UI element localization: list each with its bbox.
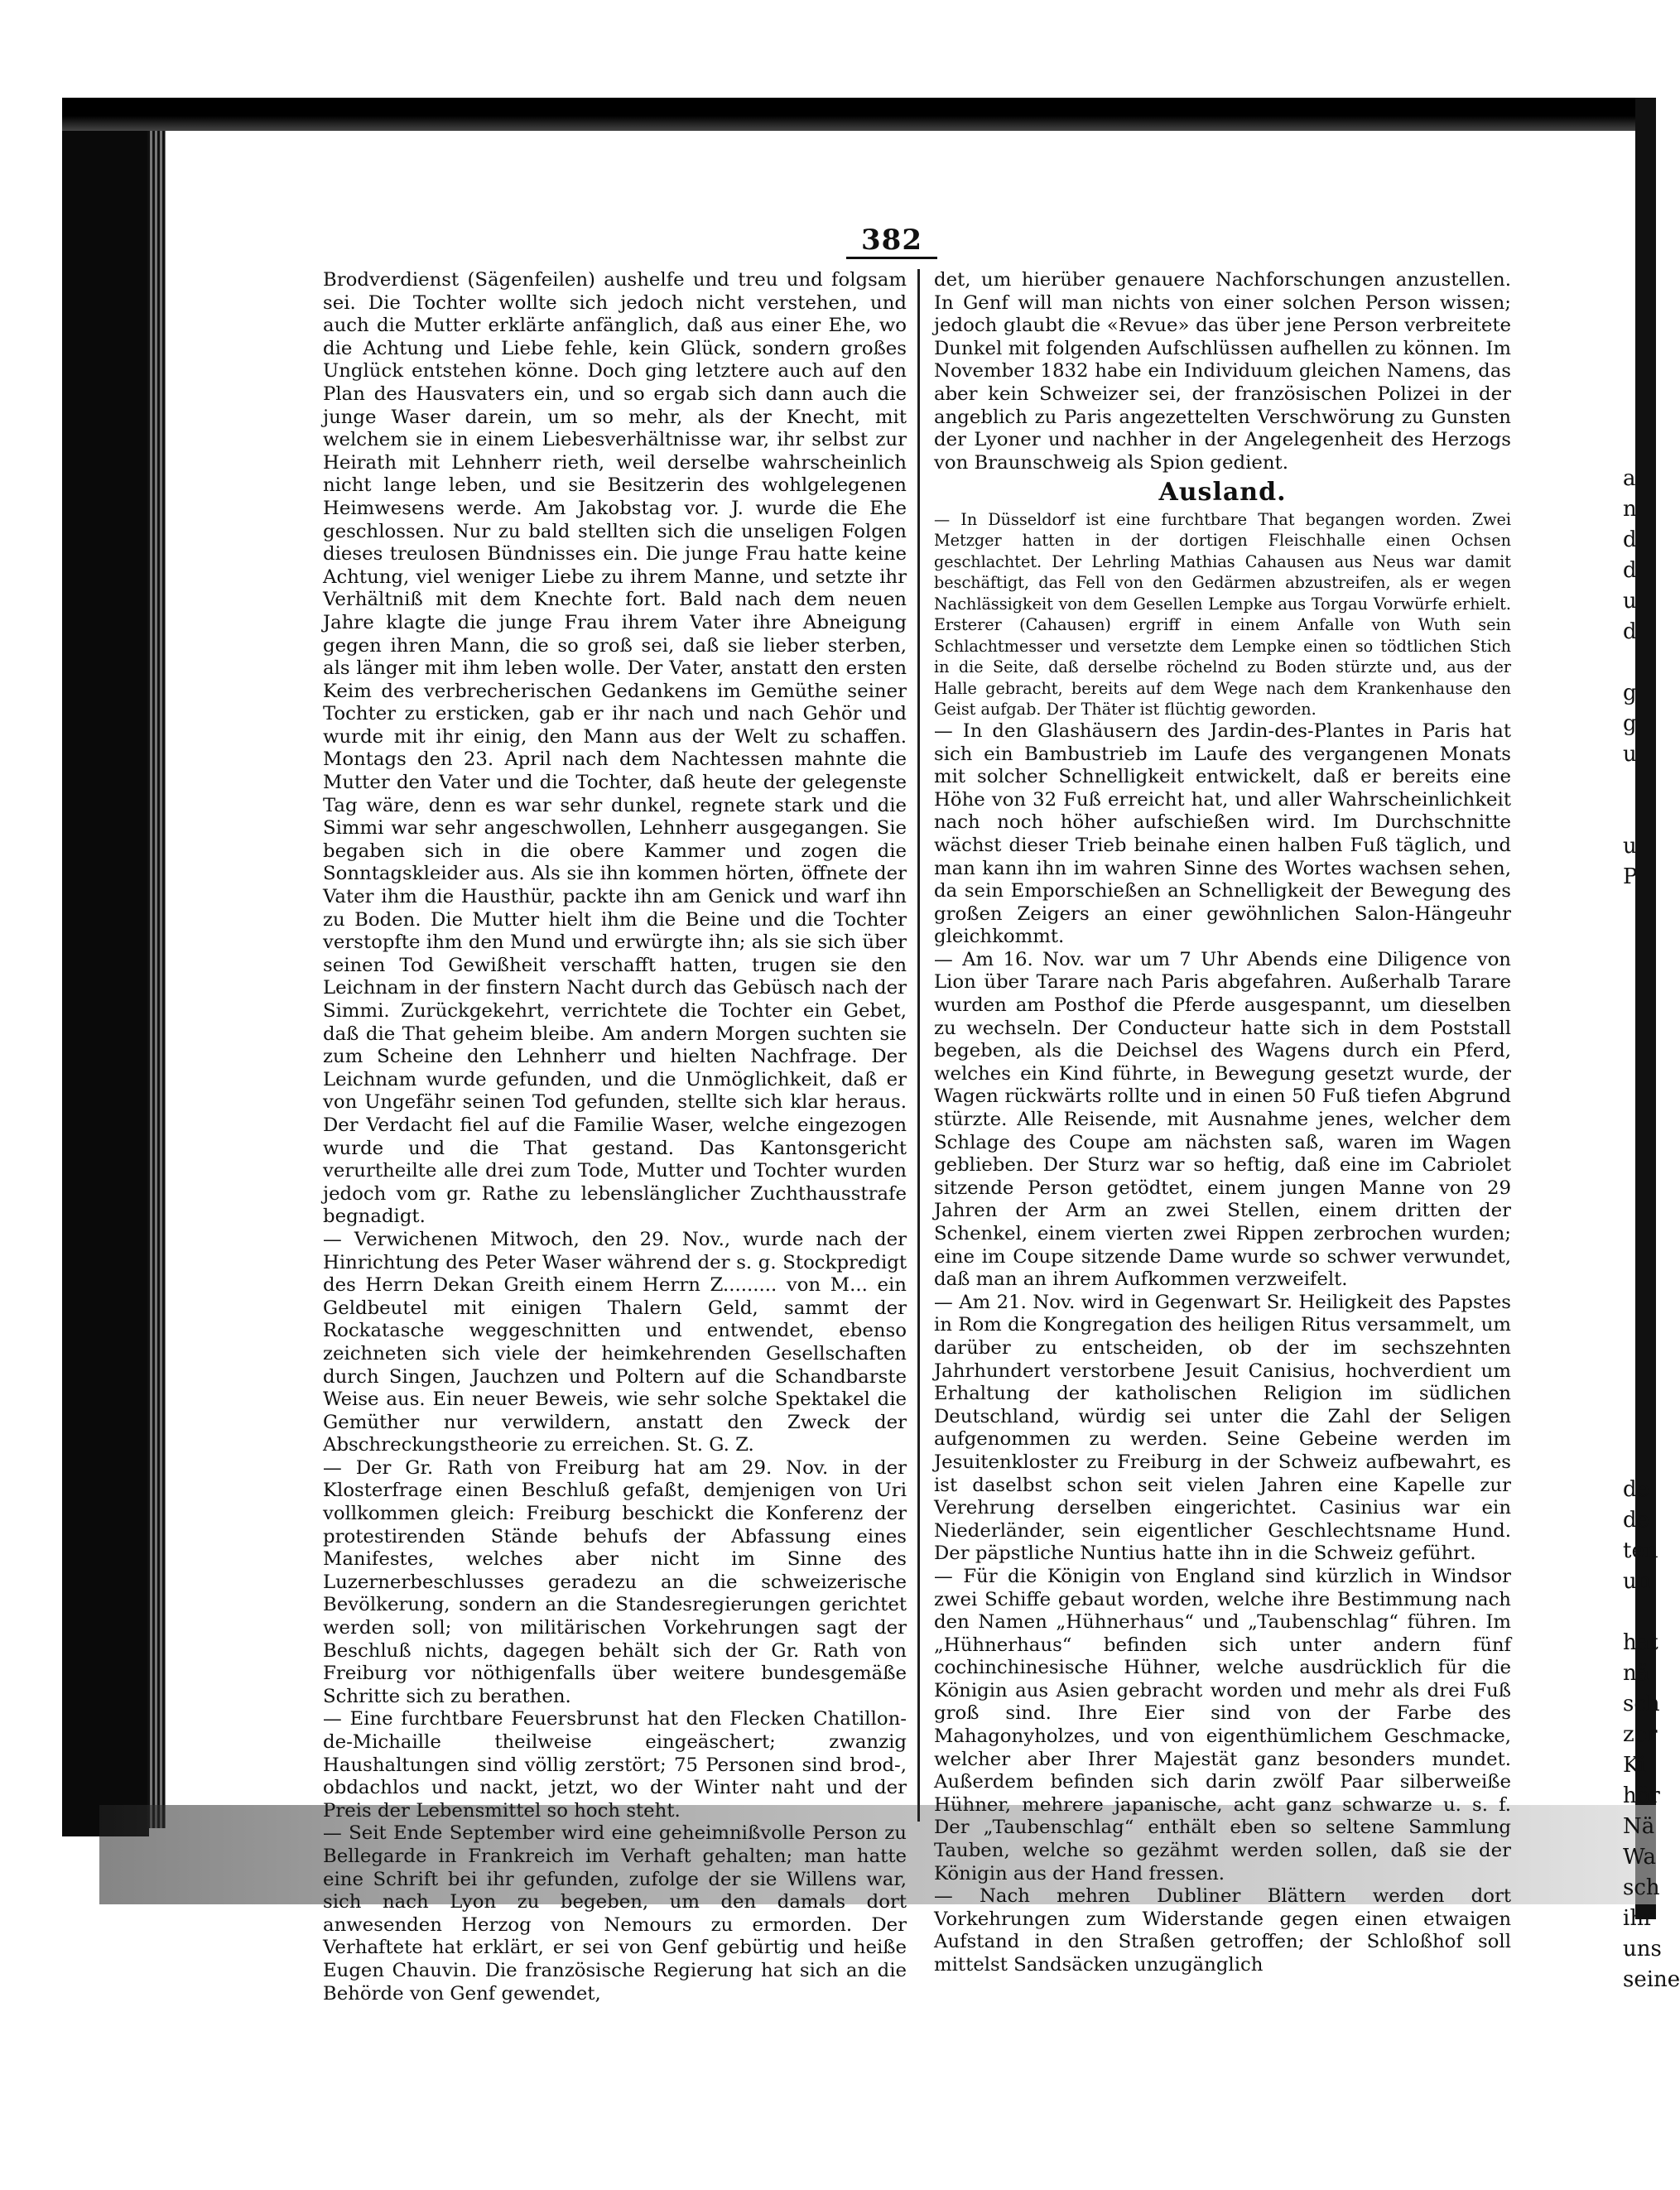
paragraph: — Für die Königin von England sind kürzlich in Windsor zwei Schiffe gebaut worden, welche ihre Bestimmung nach den Namen „Hühnerhaus“ und „Taubenschlag“ führen. Im „Hühnerhaus“ befinden sich unter andern fünf cochinchinesische Hühner, welche ausdrücklich für die Königin aus Asien gebracht worden und mehr als drei Fuß groß sind. Ihre Eier sind von der Farbe des Mahagonyholzes, und von eigenthümlichem Geschmacke, welcher aber Ihrer Majestät ganz besonders mundet. Außerdem befinden sich darin zwölf Paar silberweiße Hühner, mehrere japanische, acht ganz schwarze u. s. f. Der „Taubenschlag“ enthält eben so seltene Sammlung Tauben, welche so gezähmt werden sollen, daß sie der Königin aus der Hand fressen.	[934, 1565, 1511, 1884]
adjacent-page-fragment	[1623, 1260, 1656, 1291]
adjacent-page-fragment: uns	[1623, 1937, 1662, 1961]
adjacent-page-fragment: hat	[1623, 1630, 1658, 1655]
adjacent-page-fragment	[1623, 1291, 1656, 1321]
paragraph: — Am 21. Nov. wird in Gegenwart Sr. Heiligkeit des Papstes in Rom die Kongregation des heiligen Ritus versammelt, um darüber zu entscheiden, ob der im sechszehnten Jahrhundert verstorbene Jesuit Canisius, hochverdient um Erhaltung der katholischen Religion im südlichen Deutschland, würdig sei unter die Zahl der Seligen aufgenommen zu werden. Seine Gebeine werden im Jesuitenkloster zu Freiburg in der Schweiz aufbewahrt, es ist daselbst schon seit vielen Jahren eine Kapelle zur Verehrung derselben eingerichtet. Casinius war ein Niederländer, sein eigentlicher Geschlechtsname Hund. Der päpstliche Nuntius hatte ihn in die Schweiz geführt.	[934, 1291, 1511, 1565]
adjacent-page-fragment: d	[1623, 558, 1637, 583]
paragraph: det, um hierüber genauere Nachforschungen anzustellen. In Genf will man nichts von einer solchen Person wissen; jedoch glaubt die «Revue» das über jene Person verbreitete Dunkel mit folgenden Aufschlüssen aufhellen zu können. Im November 1832 habe ein Individuum gleichen Namens, das aber kein Schweizer sei, der französischen Polizei in der angeblich zu Paris angezettelten Verschwörung zu Gunsten der Lyoner und nachher in der Angelegenheit des Herzogs von Braunschweig als Spion gedient.	[934, 269, 1511, 474]
adjacent-page-fragment: un	[1623, 1569, 1651, 1594]
paragraph: — Am 16. Nov. war um 7 Uhr Abends eine Diligence von Lion über Tarare nach Paris abgefahren. Außerhalb Tarare wurden am Posthof die Pferde ausgespannt, um dieselben zu wechseln. Der Conducteur hatte sich in dem Poststall begeben, als die Deichsel des Wagens durch ein Pferd, welches ein Kind führte, in Bewegung gesetzt wurde, der Wagen rückwärts rollte und in einen 50 Fuß tiefen Abgrund stürzte. Alle Reisende, mit Ausnahme jenes, welcher dem Schlage des Coupe am nächsten saß, waren im Wagen geblieben. Der Sturz war so heftig, daß eine im Cabriolet sitzende Person getödtet, einem jungen Manne von 29 Jahren der Arm an zwei Stellen, einem dritten der Schenkel, einem vierten zwei Rippen zerbrochen wurden; eine im Coupe sitzende Dame wurde so schwer verwundet, daß man an ihrem Aufkommen verzweifelt.	[934, 948, 1511, 1291]
adjacent-page-fragment	[1623, 954, 1656, 984]
adjacent-page-fragment	[1623, 1168, 1656, 1199]
paragraph: — Seit Ende September wird eine geheimnißvolle Person zu Bellegarde in Frankreich im Verhaft gehalten; man hatte eine Schrift bei ihr gefunden, zufolge der sie Willens war, sich nach Lyon zu begeben, um den damals dort anwesenden Herzog von Nemours zu ermorden. Der Verhaftete hat erklärt, er sei von Genf gebürtig und heiße Eugen Chauvin. Die französische Regierung hat sich an die Behörde von Genf gewendet,	[323, 1822, 907, 2005]
adjacent-page-fragment: u	[1623, 834, 1637, 859]
paragraph: Brodverdienst (Sägenfeilen) aushelfe und treu und folgsam sei. Die Tochter wollte sich jedoch nicht verstehen, und auch die Mutter erklärte anfänglich, daß aus einer Ehe, wo die Achtung und Liebe fehle, kein Glück, sondern großes Unglück entstehen könne. Doch ging letztere auch auf den Plan des Hausvaters ein, und so ergab sich dann auch die junge Waser darein, um so mehr, als der Knecht, mit welchem sie in einem Liebesverhältnisse war, ihr selbst zur Heirath mit Lehnherr rieth, weil derselbe wahrscheinlich nicht lange leben, und sie Besitzerin des wohlgelegenen Heimwesens werde. Am Jakobstag vor. J. wurde die Ehe geschlossen. Nur zu bald stellten sich die unseligen Folgen dieses treulosen Bündnisses ein. Die junge Frau hatte keine Achtung, viel weniger Liebe zu ihrem Manne, und setzte ihr Verhältniß mit dem Knechte fort. Bald nach dem neuen Jahre klagte die junge Frau ihrem Vater ihre Abneigung gegen ihren Mann, die so groß sei, daß sie lieber sterben, als länger mit ihm leben wolle. Der Vater, anstatt den ersten Keim des verbrecherischen Gedankens im Gemüthe seiner Tochter zu ersticken, gab er ihr nach und nach Gehör und wurde mit ihr einig, den Mann aus der Welt zu schaffen. Montags den 23. April nach dem Nachtessen mahnte die Mutter den Vater und die Tochter, daß heute der gelegenste Tag wäre, denn es war sehr dunkel, regnete stark und die Simmi war sehr angeschwollen, Lehnherr ausgegangen. Sie begaben sich in die obere Kammer und zogen die Sonntagskleider aus. Als sie ihn kommen hörten, öffnete der Vater ihm die Hausthür, packte ihn am Genick und warf ihn zu Boden. Die Mutter hielt ihm die Beine und die Tochter verstopfte ihm den Mund und erwürgte ihn; als sie sich über seinen Tod Gewißheit verschafft hatten, trugen sie den Leichnam in der finstern Nacht durch das Gebüsch nach der Simmi. Zurückgekehrt, verrichtete die Tochter ein Gebet, daß die That geheim bleibe. Am andern Morgen suchten sie zum Scheine den Lehnherr und hielten Nachfrage. Der Leichnam wurde gefunden, und die Unmöglichkeit, daß er von Ungefähr seinen Tod gefunden, stellte sich klar heraus. Der Verdacht fiel auf die Familie Waser, welche eingezogen wurde und die That gestand. Das Kantonsgericht verurtheilte alle drei zum Tode, Mutter und Tochter wurden jedoch vom gr. Rathe zu lebenslänglicher Zuchthausstrafe begnadigt.	[323, 269, 907, 1228]
adjacent-page-fragment	[1623, 923, 1656, 954]
adjacent-page-fragment: d	[1623, 527, 1637, 552]
right-column	[934, 269, 1511, 1977]
adjacent-page-fragment: d	[1623, 619, 1637, 644]
adjacent-page-fragment	[1623, 1046, 1656, 1076]
adjacent-page-fragment	[1623, 1230, 1656, 1260]
adjacent-page-fragment	[1623, 647, 1656, 678]
adjacent-page-fragment: de	[1623, 1508, 1650, 1533]
adjacent-page-fragment: ihr	[1623, 1906, 1654, 1931]
adjacent-page-fragment	[1623, 1138, 1656, 1168]
adjacent-page-fragment: Nä	[1623, 1814, 1655, 1839]
adjacent-page-fragment: de	[1623, 1477, 1650, 1502]
adjacent-page-fragment: a	[1623, 466, 1636, 491]
adjacent-page-fragment: sch	[1623, 1692, 1660, 1716]
adjacent-page-fragment: P	[1623, 864, 1638, 889]
adjacent-page-fragment: Wa	[1623, 1845, 1656, 1870]
paragraph: — In den Glashäusern des Jardin-des-Plantes in Paris hat sich ein Bambustrieb im Laufe des vergangenen Monats mit solcher Schnelligkeit entwickelt, daß er bereits eine Höhe von 32 Fuß erreicht hat, und aller Wahrscheinlichkeit nach noch höher aufschießen wird. Im Durchschnitte wächst dieser Trieb beinahe einen halben Fuß täglich, und man kann ihn im wahren Sinne des Wortes wachsen sehen, da sein Emporschießen an Schnelligkeit der Bewegung des großen Zeigers an einer gewöhnlichen Salon-Hängeuhr gleichkommt.	[934, 720, 1511, 948]
page-number: 382	[861, 224, 922, 257]
adjacent-page-fragment: u	[1623, 589, 1637, 614]
adjacent-page-fragment	[1623, 1383, 1656, 1413]
adjacent-page-fragment: seine	[1623, 1967, 1680, 1992]
adjacent-page-fragment: g	[1623, 711, 1637, 736]
adjacent-page-fragment	[1623, 984, 1656, 1015]
adjacent-page-fragment	[1623, 1413, 1656, 1444]
scan-top-border	[62, 98, 1656, 131]
left-column	[323, 269, 907, 2005]
page-number-rule	[846, 257, 937, 259]
adjacent-page-fragment	[1623, 1597, 1656, 1628]
adjacent-page-fragment	[1623, 1352, 1656, 1383]
adjacent-page-fragment	[1623, 1444, 1656, 1475]
adjacent-page-fragment: u	[1623, 742, 1637, 767]
paragraph: — Verwichenen Mitwoch, den 29. Nov., wurde nach der Hinrichtung des Peter Waser während der s. g. Stockpredigt des Herrn Dekan Greith einem Herrn Z......... von M... ein Geldbeutel mit einigen Thalern Geld, sammt der Rockatasche weggeschnitten und entwendet, ebenso zeichneten sich viele der heimkehrenden Gesellschaften durch Singen, Jauchzen und Poltern auf die Schandbarste Weise aus. Ein neuer Beweis, wie sehr solche Spektakel die Gemüther nur verwildern, anstatt den Zweck der Abschreckungstheorie zu erreichen. St. G. Z.	[323, 1228, 907, 1456]
adjacent-page-fragment: g	[1623, 681, 1637, 705]
adjacent-page-fragment: ten	[1623, 1538, 1658, 1563]
adjacent-page-fragment: nä	[1623, 1661, 1650, 1686]
book-spine	[147, 98, 166, 1828]
paragraph-small: — In Düsseldorf ist eine furchtbare That begangen worden. Zwei Metzger hatten in der dortigen Fleischhalle einen Ochsen geschlachtet. Der Lehrling Mathias Cahausen aus Neus war damit beschäftigt, das Fell von den Gedärmen abzustreifen, als er wegen Nachlässigkeit von dem Gesellen Lempke aus Torgau Vorwürfe erhielt. Ersterer (Cahausen) ergriff in einem Anfalle von Wuth sein Schlachtmesser und versetzte dem Lempke einen so tödtlichen Stich in die Seite, daß derselbe röchelnd zu Boden stürzte und, aus der Halle gebracht, bereits auf dem Wege nach dem Krankenhause den Geist aufgab. Der Thäter ist flüchtig geworden.	[934, 509, 1511, 720]
column-divider	[917, 269, 920, 1822]
paragraph: — Eine furchtbare Feuersbrunst hat den Flecken Chatillon-de-Michaille theilweise eingeäschert; zwanzig Haushaltungen sind völlig zerstört; 75 Personen sind brod-, obdachlos und nackt, jetzt, wo der Winter naht und der Preis der Lebensmittel so hoch steht.	[323, 1708, 907, 1822]
adjacent-page-fragments	[1623, 464, 1680, 1992]
adjacent-page-fragment: zer	[1623, 1722, 1658, 1747]
adjacent-page-fragment	[1623, 1076, 1656, 1107]
adjacent-page-fragment	[1623, 1015, 1656, 1046]
adjacent-page-fragment: Ki	[1623, 1753, 1646, 1778]
adjacent-page-fragment	[1623, 770, 1656, 801]
paragraph: — Der Gr. Rath von Freiburg hat am 29. Nov. in der Klosterfrage einen Beschluß gefaßt, demjenigen von Uri vollkommen gleich: Freiburg beschickt die Konferenz der protestirenden Stände behufs der Abfassung eines Manifestes, welches aber nicht im Sinne des Luzernerbeschlusses geradezu an die schweizerische Bevölkerung, sondern an die Standesregierungen gerichtet werden soll; von militärischen Vorkehrungen sagt der Beschluß nichts, dagegen behält sich der Gr. Rath von Freiburg vor nöthigenfalls über weitere bundesgemäße Schritte sich zu berathen.	[323, 1456, 907, 1707]
adjacent-page-fragment	[1623, 1107, 1656, 1138]
adjacent-page-fragment	[1623, 1199, 1656, 1230]
adjacent-page-fragment	[1623, 801, 1656, 831]
scan-left-border	[62, 98, 149, 1836]
adjacent-page-fragment	[1623, 893, 1656, 923]
adjacent-page-fragment: n	[1623, 497, 1637, 522]
section-heading: Ausland.	[1158, 478, 1287, 508]
adjacent-page-fragment	[1623, 1321, 1656, 1352]
adjacent-page-fragment: sch	[1623, 1875, 1660, 1900]
adjacent-page-fragment: hör	[1623, 1783, 1660, 1808]
paragraph: — Nach mehren Dubliner Blättern werden dort Vorkehrungen zum Widerstande gegen einen etwaigen Aufstand in den Straßen getroffen; der Schloßhof soll mittelst Sandsäcken unzugänglich	[934, 1885, 1511, 1976]
